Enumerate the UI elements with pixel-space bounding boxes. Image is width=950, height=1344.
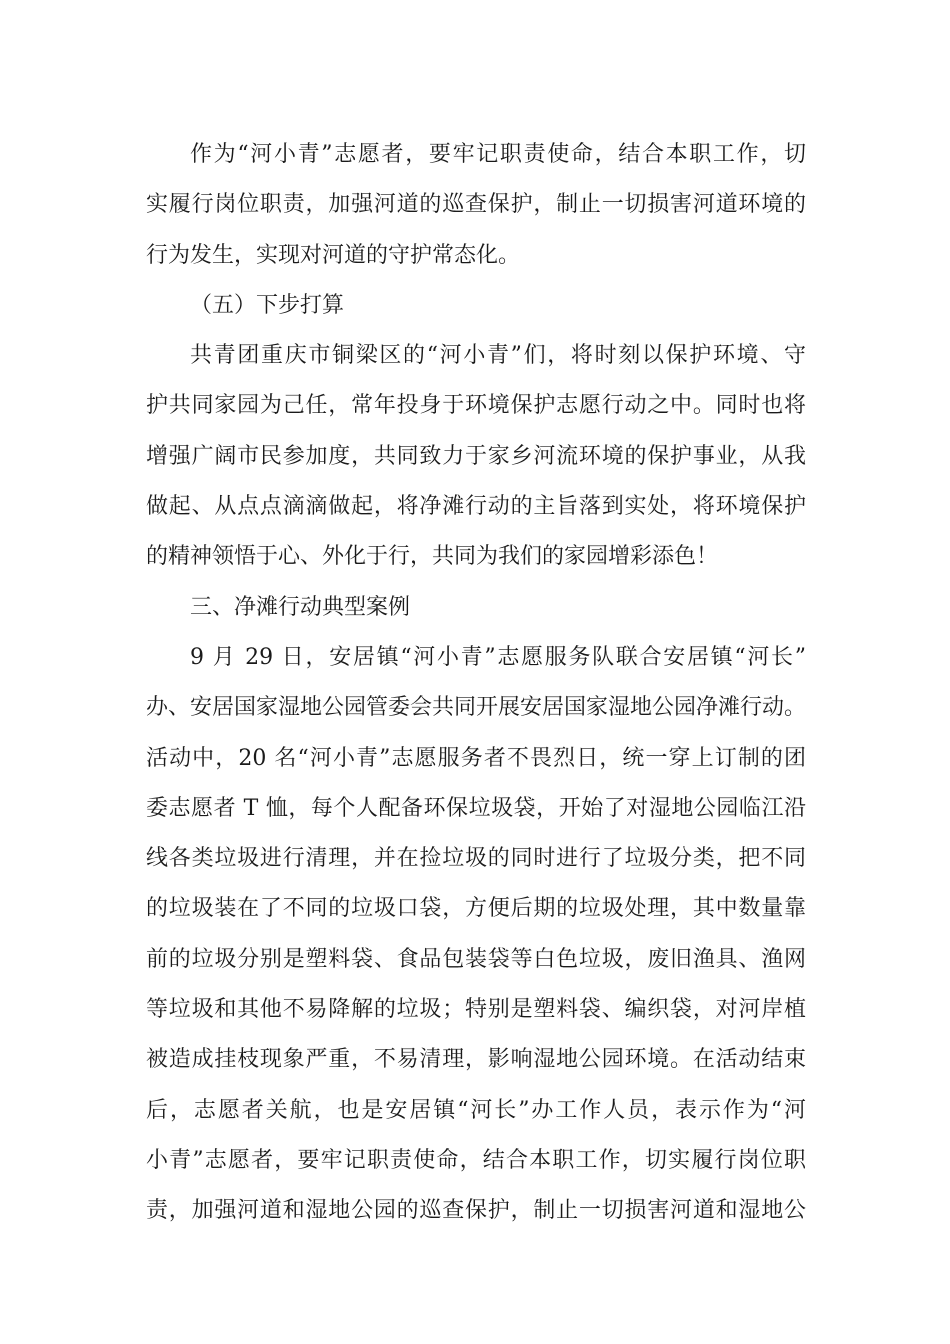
text-line: 9 月 29 日，安居镇“河小青”志愿服务队联合安居镇“河长” xyxy=(190,644,806,670)
text-line: 后，志愿者关航，也是安居镇“河长”办工作人员，表示作为“河 xyxy=(146,1097,806,1123)
text-line: 委志愿者 T 恤，每个人配备环保垃圾袋，开始了对湿地公园临江沿 xyxy=(146,795,806,821)
text-line: 活动中，20 名“河小青”志愿服务者不畏烈日，统一穿上订制的团 xyxy=(146,745,806,771)
text-line: 护共同家园为己任，常年投身于环境保护志愿行动之中。同时也将 xyxy=(146,393,806,419)
text-line: 线各类垃圾进行清理，并在捡垃圾的同时进行了垃圾分类，把不同 xyxy=(146,846,806,872)
text-line: 责，加强河道和湿地公园的巡查保护，制止一切损害河道和湿地公 xyxy=(146,1198,806,1224)
text-line: 共青团重庆市铜梁区的“河小青”们，将时刻以保护环境、守 xyxy=(190,343,806,369)
text-line: 小青”志愿者，要牢记职责使命，结合本职工作，切实履行岗位职 xyxy=(146,1147,806,1173)
section-heading xyxy=(146,281,806,331)
text-line: 办、安居国家湿地公园管委会共同开展安居国家湿地公园净滩行动。 xyxy=(146,695,807,721)
paragraph xyxy=(146,331,806,582)
text-line: 的精神领悟于心、外化于行，共同为我们的家园增彩添色！ xyxy=(146,544,719,570)
heading-text: （五）下步打算 xyxy=(190,292,345,318)
text-line: 等垃圾和其他不易降解的垃圾；特别是塑料袋、编织袋，对河岸植 xyxy=(146,997,806,1023)
text-line: 被造成挂枝现象严重，不易清理，影响湿地公园环境。在活动结束 xyxy=(146,1047,806,1073)
text-line: 实履行岗位职责，加强河道的巡查保护，制止一切损害河道环境的 xyxy=(146,192,806,218)
paragraph xyxy=(146,130,806,281)
text-line: 行为发生，实现对河道的守护常态化。 xyxy=(146,242,521,268)
text-line: 作为“河小青”志愿者，要牢记职责使命，结合本职工作，切 xyxy=(190,142,806,167)
paragraph xyxy=(146,633,806,1237)
section-heading xyxy=(146,583,806,633)
heading-text: 三、净滩行动典型案例 xyxy=(190,594,411,620)
document-body xyxy=(146,130,806,1237)
text-line: 前的垃圾分别是塑料袋、食品包装袋等白色垃圾，废旧渔具、渔网 xyxy=(146,946,806,972)
text-line: 的垃圾装在了不同的垃圾口袋，方便后期的垃圾处理，其中数量靠 xyxy=(146,896,806,922)
text-line: 增强广阔市民参加度，共同致力于家乡河流环境的保护事业，从我 xyxy=(146,443,806,469)
text-line: 做起、从点点滴滴做起，将净滩行动的主旨落到实处，将环境保护 xyxy=(146,494,806,520)
